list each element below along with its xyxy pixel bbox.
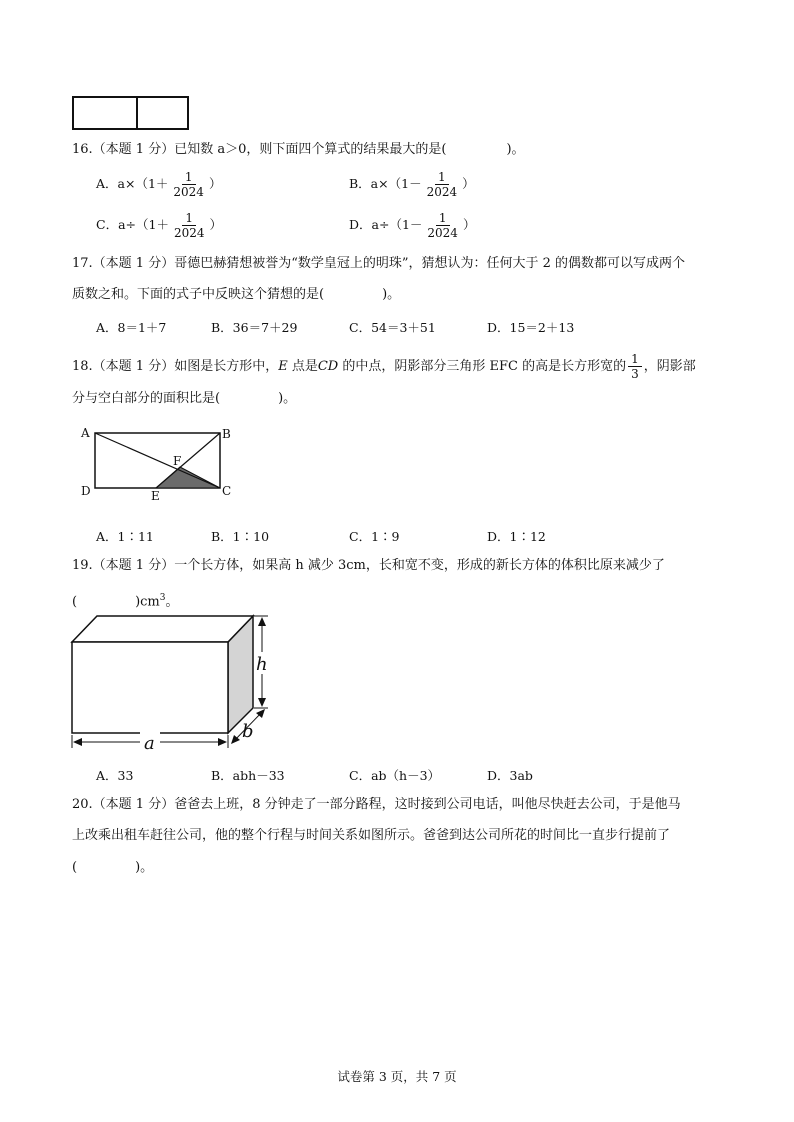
question-16-option-d: D．a÷（1－ $\frac{1}{2024}$ ） <box>349 211 476 240</box>
question-17-line-1: 17.（本题 1 分）哥德巴赫猜想被誉为“数学皇冠上的明珠”，猜想认为：任何大于 2 的偶数都可以写成两个 <box>72 256 686 271</box>
question-18-option-a: A．1∶11 <box>96 529 154 544</box>
question-20-line-3: ( )。 <box>72 860 154 875</box>
fraction: $\frac{1}{2024}$ <box>173 211 205 240</box>
question-18-line-1: 18.（本题 1 分）如图是长方形中，E 点是CD 的中点，阴影部分三角形 EFC 的高是长方形宽的 $\frac{1}{3}$ ，阴影部 <box>72 352 696 381</box>
label-d: D <box>81 484 91 498</box>
h-arrow-bottom <box>258 698 266 707</box>
cuboid-front-face <box>72 642 228 733</box>
question-18-option-c: C．1∶9 <box>349 529 400 544</box>
fraction: $\frac{1}{3}$ <box>628 352 642 381</box>
page-footer: 试卷第 3 页，共 7 页 <box>337 1069 457 1084</box>
question-16-option-b: B．a×（1－ $\frac{1}{2024}$ ） <box>349 170 475 199</box>
label-e: E <box>151 489 160 503</box>
fraction: $\frac{1}{2024}$ <box>426 170 458 199</box>
question-17-option-c: C．54＝3＋51 <box>349 320 436 335</box>
question-20-line-2: 上改乘出租车赶往公司，他的整个行程与时间关系如图所示。爸爸到达公司所花的时间比一直步行提前了 <box>72 828 671 843</box>
question-17-line-2: 质数之和。下面的式子中反映这个猜想的是( )。 <box>72 287 401 302</box>
question-19-option-b: B．abh－33 <box>211 768 285 783</box>
cuboid-top-face <box>72 616 253 642</box>
label-b: b <box>242 721 254 742</box>
a-arrow-right <box>218 738 227 746</box>
question-16-option-c: C．a÷（1＋ $\frac{1}{2024}$ ） <box>96 211 223 240</box>
question-16-option-a: A．a×（1＋ $\frac{1}{2024}$ ） <box>96 170 222 199</box>
label-h: h <box>256 654 268 675</box>
question-16-stem: 16.（本题 1 分）已知数 a＞0，则下面四个算式的结果最大的是( )。 <box>72 142 525 157</box>
question-19-option-c: C．ab（h－3） <box>349 768 441 783</box>
question-19-option-d: D．3ab <box>487 768 533 783</box>
h-arrow-top <box>258 617 266 626</box>
question-18-option-b: B．1∶10 <box>211 529 270 544</box>
label-a: A <box>81 426 90 440</box>
question-18-line-2: 分与空白部分的面积比是( )。 <box>72 391 297 406</box>
label-f: F <box>173 454 182 468</box>
question-19-option-a: A．33 <box>96 768 134 783</box>
question-19-line-1: 19.（本题 1 分）一个长方体，如果高 h 减少 3cm，长和宽不变，形成的新长方体的体积比原来减少了 <box>72 558 665 573</box>
a-arrow-left <box>73 738 82 746</box>
question-17-option-a: A．8＝1＋7 <box>96 320 167 335</box>
question-19-line-2: ( )$cm^3$。 <box>72 593 179 610</box>
label-c: C <box>222 484 232 498</box>
fraction: $\frac{1}{2024}$ <box>427 211 458 240</box>
question-20-line-1: 20.（本题 1 分）爸爸去上班，8 分钟走了一部分路程，这时接到公司电话，叫他尽快赶去公司，于是他马 <box>72 797 681 812</box>
question-18-option-d: D．1∶12 <box>487 529 546 544</box>
label-a: a <box>144 733 155 754</box>
question-17-option-b: B．36＝7＋29 <box>211 320 298 335</box>
fraction: $\frac{1}{2024}$ <box>173 170 204 199</box>
label-b: B <box>222 427 231 441</box>
question-17-option-d: D．15＝2＋13 <box>487 320 575 335</box>
